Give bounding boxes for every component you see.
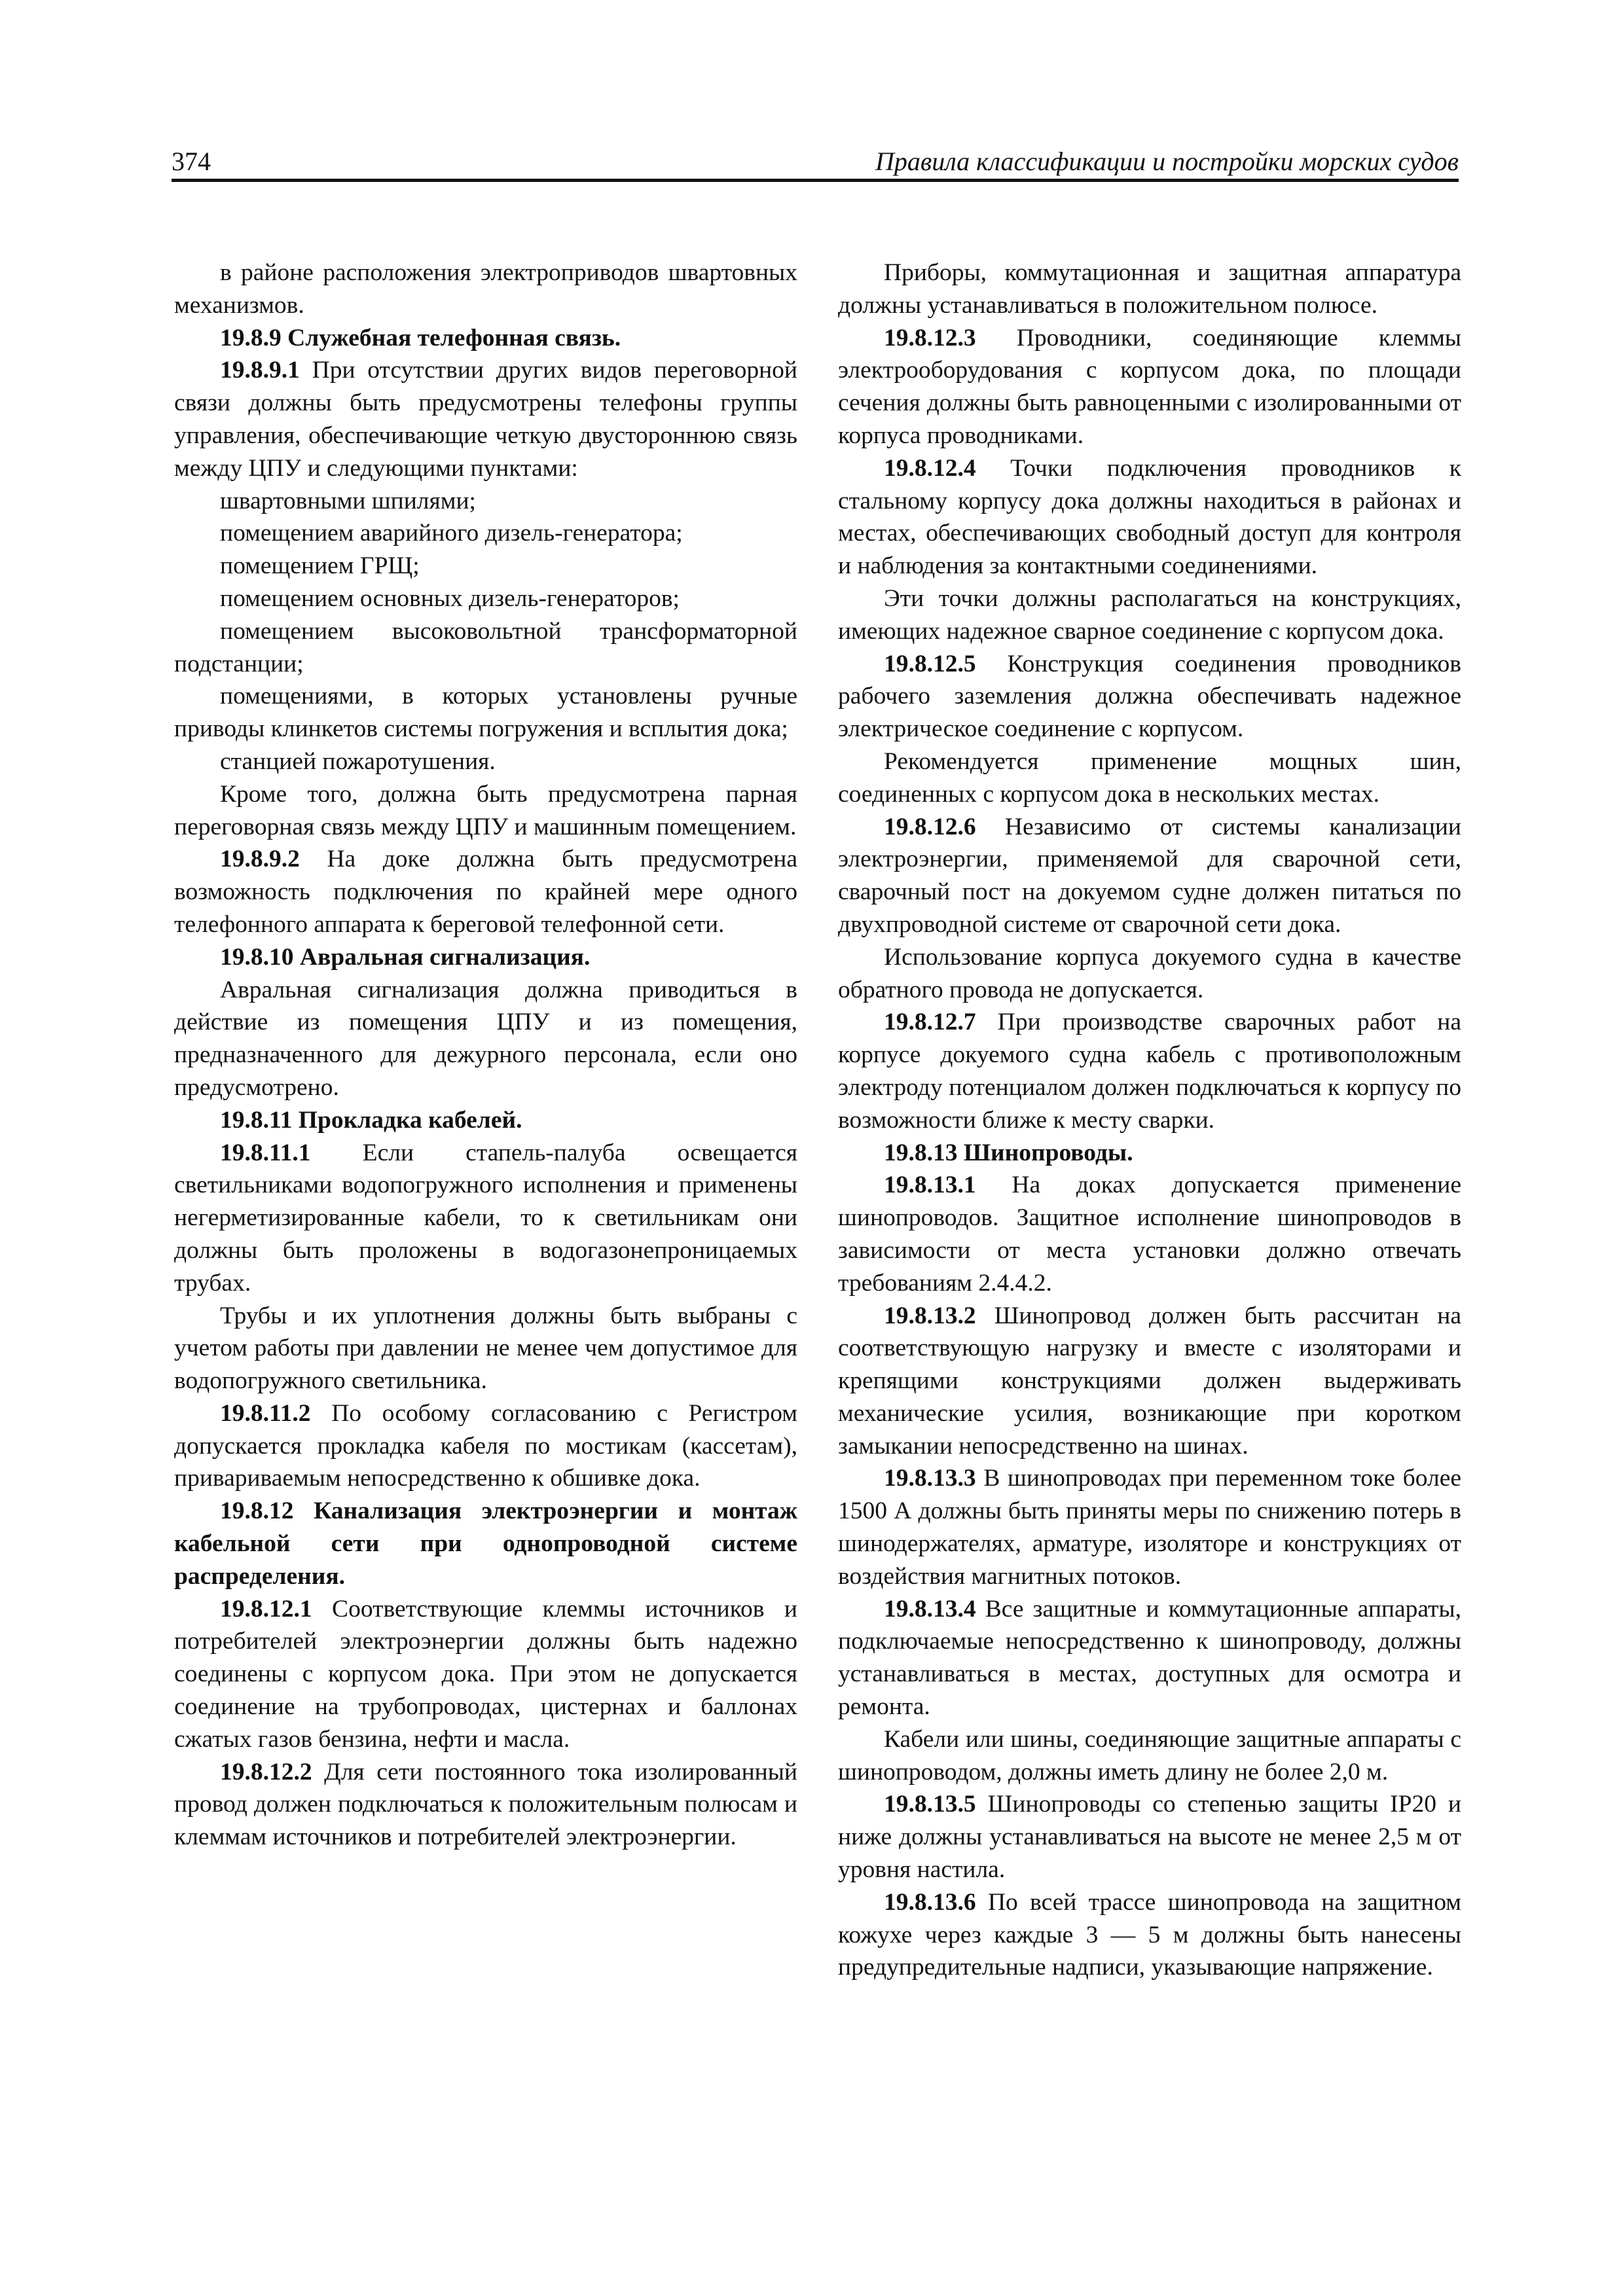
paragraph-text: Шинопроводы со степенью защиты IP20 и ниже должны устанавливаться на высоте не менее 2,5 м от уровня настила. <box>838 1791 1461 1884</box>
paragraph-text: На доке должна быть предусмотрена возможность подключения по крайней мере одного телефонного аппарата к береговой телефонной сети. <box>174 846 797 938</box>
clause-number: 19.8.12.1 <box>220 1595 312 1623</box>
clause-number: 19.8.13.1 <box>884 1172 976 1199</box>
paragraph-text: Авральная сигнализация должна приводиться в действие из помещения ЦПУ и из помещения, предназначенного для дежурного персонала, если оно предусмотрено. <box>174 976 797 1101</box>
paragraph-text: При производстве сварочных работ на корпусе докуемого судна кабель с противоположным электроду потенциалом должен подключаться к корпусу по возможности ближе к месту сварки. <box>838 1009 1461 1134</box>
paragraph <box>174 615 797 681</box>
clause-number: 19.8.10 Авральная сигнализация. <box>220 943 591 971</box>
paragraph <box>838 1886 1461 1984</box>
paragraph <box>174 1593 797 1756</box>
paragraph-text: помещением ГРЩ; <box>220 552 420 580</box>
paragraph <box>838 322 1461 452</box>
clause-number: 19.8.12.6 <box>884 813 976 840</box>
paragraph <box>838 1169 1461 1299</box>
paragraph-text: Трубы и их уплотнения должны быть выбраны с учетом работы при давлении не менее чем допустимое для водопогружного светильника. <box>174 1302 797 1395</box>
paragraph <box>174 1397 797 1495</box>
paragraph <box>838 1006 1461 1136</box>
list-item <box>174 550 797 583</box>
page-number: 374 <box>172 147 211 176</box>
paragraph-text: Если стапель-палуба освещается светильниками водопогружного исполнения и применены негерметизированные кабели, то к светильникам они должны быть проложены в водогазонепроницаемых трубах. <box>174 1139 797 1297</box>
paragraph <box>838 1788 1461 1886</box>
paragraph <box>838 452 1461 583</box>
clause-number: 19.8.13.4 <box>884 1595 976 1623</box>
list-item <box>174 745 797 778</box>
paragraph-text: При отсутствии других видов переговорной связи должны быть предусмотрены телефоны группы управления, обеспечивающие четкую двустороннюю связь между ЦПУ и следующими пунктами: <box>174 357 797 482</box>
paragraph-text: Кабели или шины, соединяющие защитные аппараты с шинопроводом, должны иметь длину не более 2,0 м. <box>838 1725 1461 1785</box>
paragraph <box>174 1104 797 1137</box>
paragraph-text: Кроме того, должна быть предусмотрена парная переговорная связь между ЦПУ и машинным помещением. <box>174 780 797 840</box>
list-item <box>174 485 797 518</box>
paragraph <box>174 1300 797 1397</box>
header-rule <box>172 179 1459 182</box>
paragraph-text: помещениями, в которых установлены ручные приводы клинкетов системы погружения и всплытия дока; <box>174 683 797 743</box>
clause-number: 19.8.11 Прокладка кабелей. <box>220 1106 522 1134</box>
list-item <box>174 583 797 615</box>
paragraph-text: На доках допускается применение шинопроводов. Защитное исполнение шинопроводов в зависимости от места установки должно отвечать требованиям 2.4.4.2. <box>838 1172 1461 1297</box>
paragraph <box>174 680 797 745</box>
left-column <box>174 257 797 1854</box>
paragraph <box>838 941 1461 1007</box>
clause-number: 19.8.12.3 <box>884 324 976 351</box>
paragraph-text: Проводники, соединяющие клеммы электрооборудования с корпусом дока, по площади сечения должны быть равноценными с изолированными от корпуса проводниками. <box>838 324 1461 449</box>
paragraph-text: швартовными шпилями; <box>220 487 476 514</box>
clause-number: 19.8.9.1 <box>220 357 300 384</box>
paragraph-text: в районе расположения электроприводов швартовных механизмов. <box>174 259 797 319</box>
paragraph-text: помещением основных дизель-генераторов; <box>220 584 680 612</box>
clause-number: 19.8.13 Шинопроводы. <box>884 1139 1133 1166</box>
paragraph-text: В шинопроводах при переменном токе более 1500 А должны быть приняты меры по снижению потерь в шинодержателях, арматуре, изоляторе и конструкциях от воздействия магнитных потоков. <box>838 1465 1461 1590</box>
paragraph-text: станцией пожаротушения. <box>220 747 496 775</box>
page-header <box>172 145 1459 178</box>
paragraph <box>838 1300 1461 1463</box>
clause-number: 19.8.13.5 <box>884 1791 976 1818</box>
clause-number: 19.8.13.3 <box>884 1465 976 1492</box>
paragraph <box>174 1495 797 1592</box>
paragraph <box>838 257 1461 322</box>
list-item <box>174 517 797 550</box>
paragraph-text: Эти точки должны располагаться на конструкциях, имеющих надежное сварное соединение с корпусом дока. <box>838 584 1461 645</box>
clause-number: 19.8.9 Служебная телефонная связь. <box>220 324 621 351</box>
clause-number: 19.8.13.2 <box>884 1302 976 1329</box>
clause-number: 19.8.12.7 <box>884 1009 976 1036</box>
running-title: Правила классификации и постройки морских судов <box>875 147 1459 176</box>
clause-number: 19.8.11.1 <box>220 1139 311 1166</box>
paragraph <box>838 1723 1461 1789</box>
paragraph <box>174 941 797 974</box>
paragraph-text: Независимо от системы канализации электроэнергии, применяемой для сварочной сети, сварочный пост на докуемом судне должен питаться по двухпроводной системе от сварочной сети дока. <box>838 813 1461 938</box>
paragraph <box>174 257 797 322</box>
paragraph-text: По всей трассе шинопровода на защитном кожухе через каждые 3 — 5 м должны быть нанесены предупредительные надписи, указывающие напряжение. <box>838 1888 1461 1981</box>
paragraph-text: Конструкция соединения проводников рабочего заземления должна обеспечивать надежное электрическое соединение с корпусом. <box>838 650 1461 743</box>
paragraph-text: Соответствующие клеммы источников и потребителей электроэнергии должны быть надежно соединены с корпусом дока. При этом не допускается соединение на трубопроводах, цистернах и баллонах сжатых газов бензина, нефти и масла. <box>174 1595 797 1753</box>
paragraph <box>838 1593 1461 1723</box>
paragraph-text: Точки подключения проводников к стальному корпусу дока должны находиться в районах и местах, обеспечивающих свободный доступ для контроля и наблюдения за контактными соединениями. <box>838 454 1461 580</box>
paragraph <box>174 843 797 941</box>
paragraph-text: Для сети постоянного тока изолированный провод должен подключаться к положительным полюсам и клеммам источников и потребителей электроэнергии. <box>174 1758 797 1851</box>
paragraph-text: Использование корпуса докуемого судна в качестве обратного провода не допускается. <box>838 943 1461 1003</box>
paragraph <box>174 1137 797 1300</box>
paragraph-text: Приборы, коммутационная и защитная аппаратура должны устанавливаться в положительном полюсе. <box>838 259 1461 319</box>
clause-number: 19.8.12.4 <box>884 454 976 482</box>
paragraph <box>174 354 797 484</box>
paragraph-text: По особому согласованию с Регистром допускается прокладка кабеля по мостикам (кассетам), привариваемым непосредственно к обшивке дока. <box>174 1399 797 1492</box>
paragraph <box>174 1756 797 1854</box>
paragraph <box>838 1462 1461 1592</box>
paragraph <box>838 583 1461 648</box>
paragraph <box>838 811 1461 941</box>
paragraph <box>174 974 797 1104</box>
paragraph-text: Шинопровод должен быть рассчитан на соответствующую нагрузку и вместе с изоляторами и крепящими конструкциями должен выдерживать механические усилия, возникающие при коротком замыкании непосредственно на шинах. <box>838 1302 1461 1460</box>
paragraph-text: помещением аварийного дизель-генератора; <box>220 520 683 547</box>
paragraph <box>838 1137 1461 1170</box>
paragraph-text: Все защитные и коммутационные аппараты, подключаемые непосредственно к шинопроводу, должны устанавливаться в местах, доступных для осмотра и ремонта. <box>838 1595 1461 1721</box>
paragraph <box>174 778 797 844</box>
paragraph-text: помещением высоковольтной трансформаторной подстанции; <box>174 617 797 677</box>
clause-number: 19.8.9.2 <box>220 846 300 873</box>
clause-number: 19.8.12.2 <box>220 1758 312 1785</box>
clause-number: 19.8.11.2 <box>220 1399 311 1427</box>
paragraph <box>838 745 1461 811</box>
clause-number: 19.8.12 Канализация электроэнергии и монтаж кабельной сети при однопроводной системе распределения. <box>174 1498 797 1590</box>
paragraph-text: Рекомендуется применение мощных шин, соединенных с корпусом дока в нескольких местах. <box>838 747 1461 808</box>
right-column <box>838 257 1461 1984</box>
clause-number: 19.8.13.6 <box>884 1888 976 1916</box>
clause-number: 19.8.12.5 <box>884 650 976 677</box>
paragraph <box>838 648 1461 745</box>
paragraph <box>174 322 797 355</box>
